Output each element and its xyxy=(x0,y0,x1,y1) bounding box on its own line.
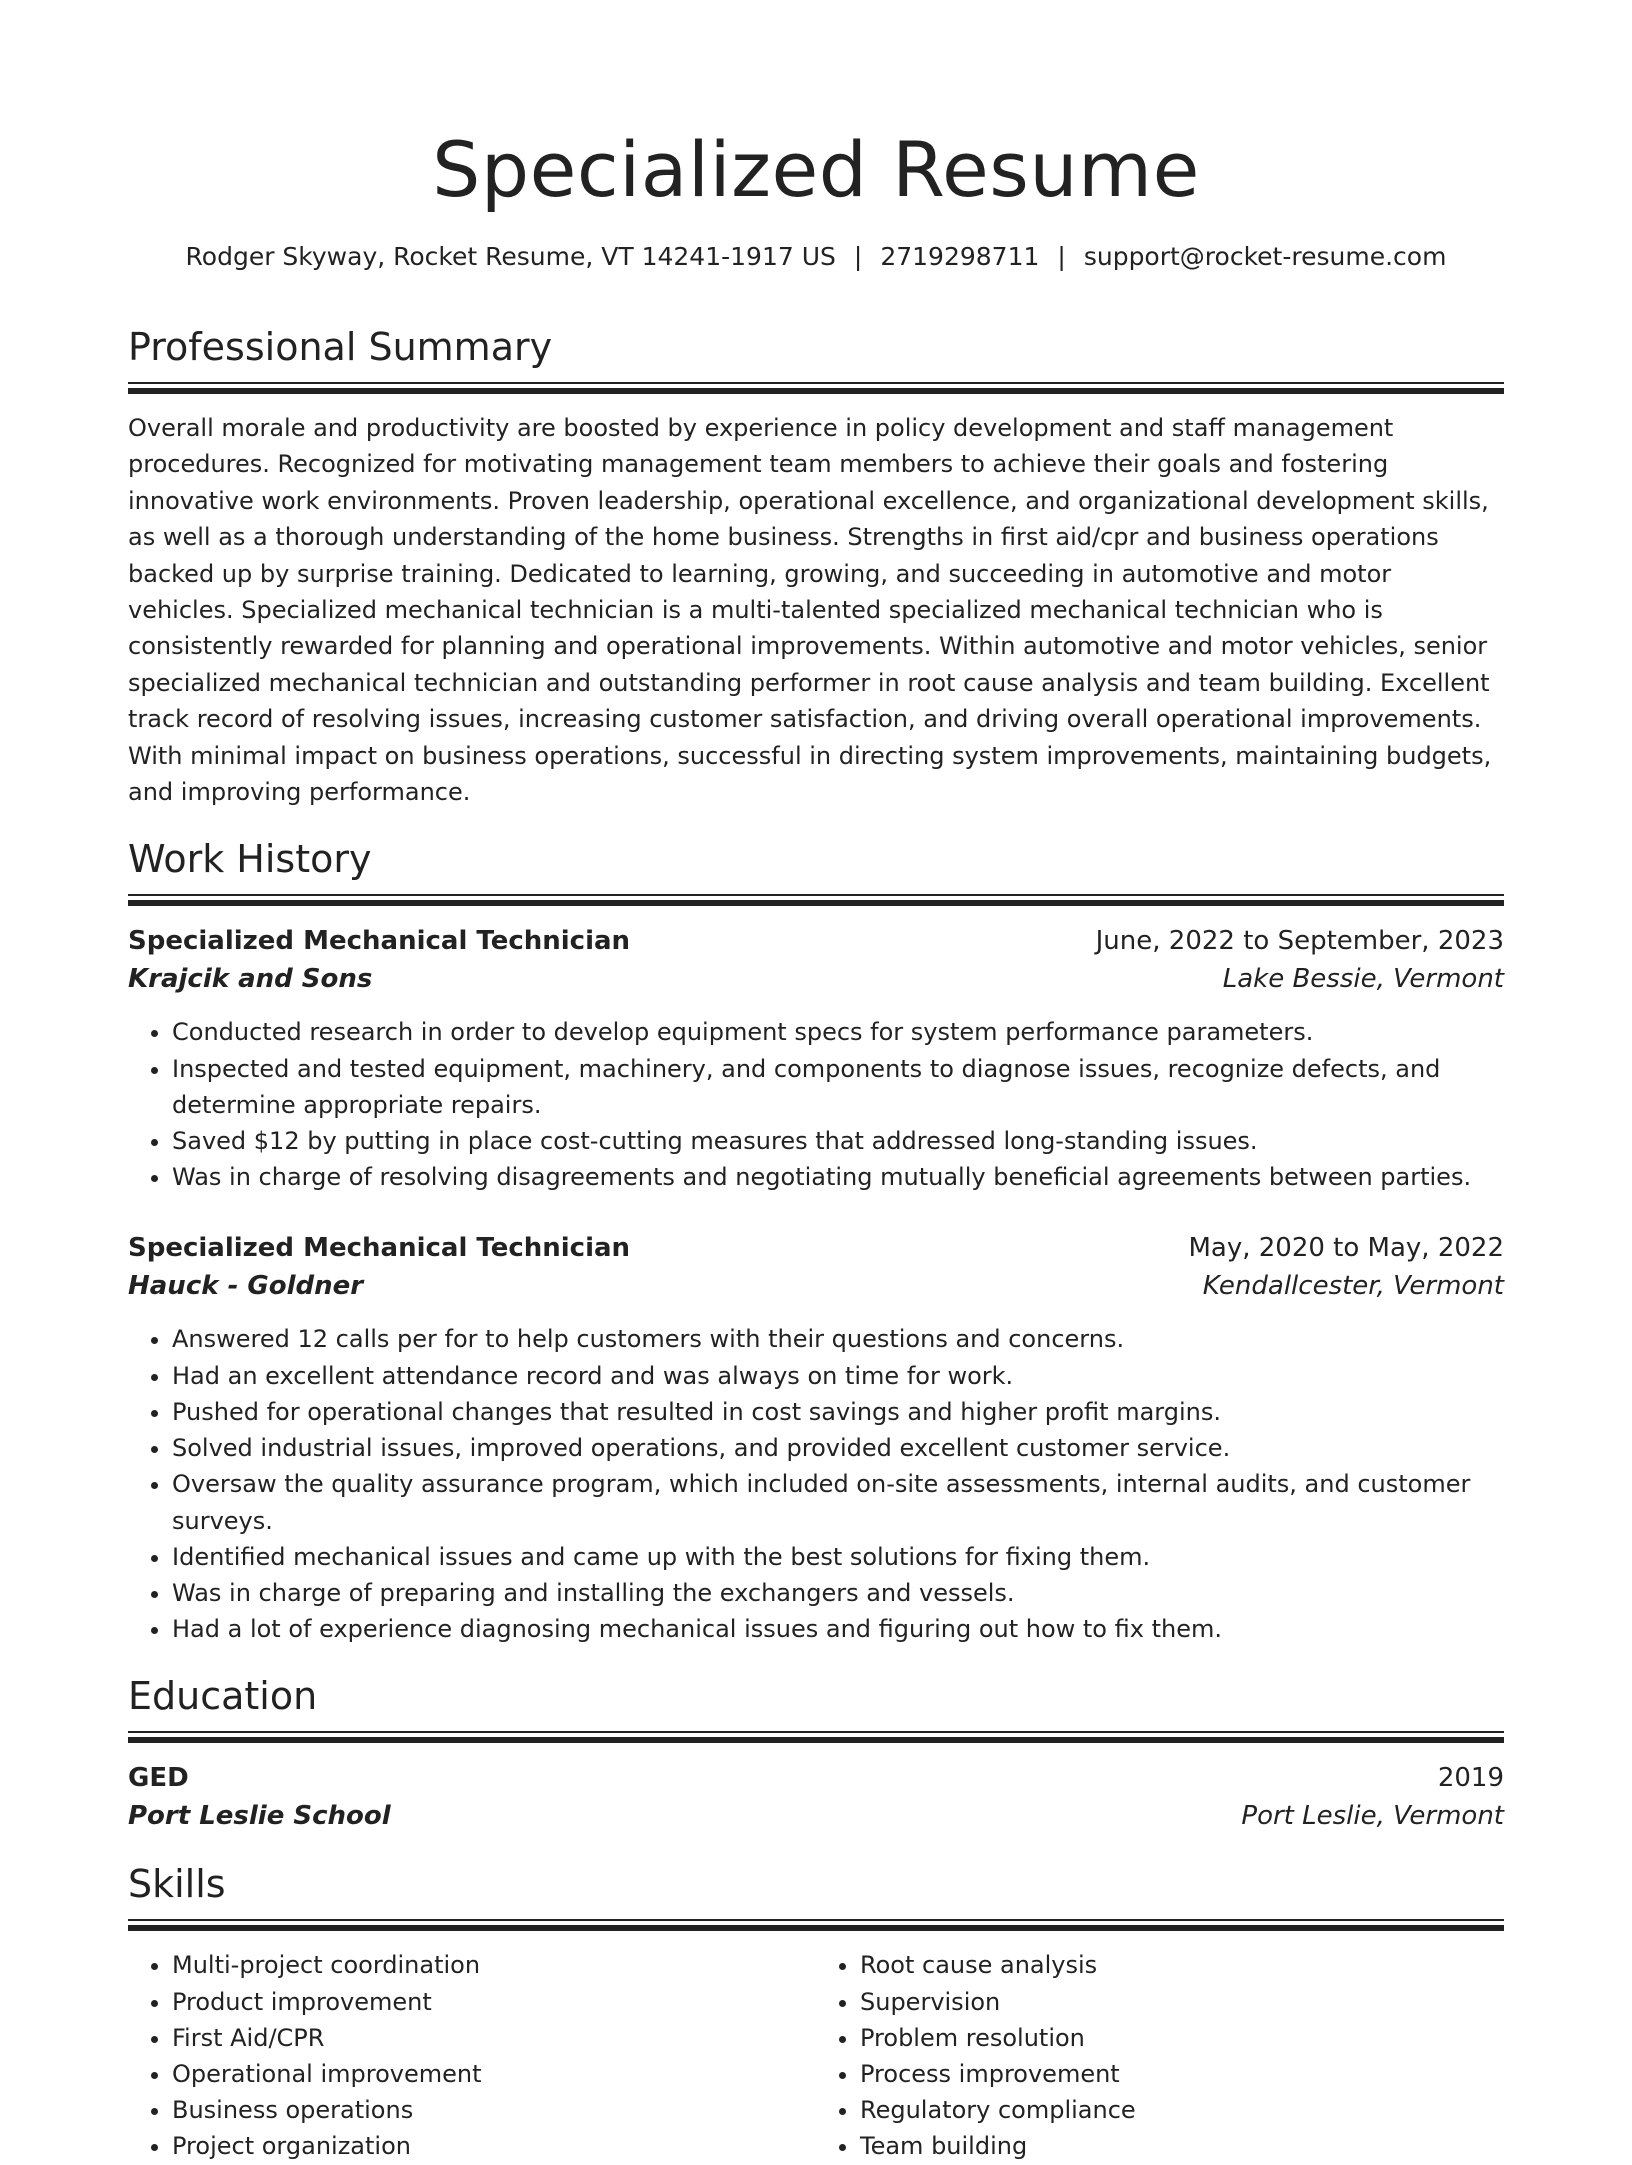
list-item: • Business operations xyxy=(172,2092,816,2128)
education-year: 2019 xyxy=(1437,1763,1504,1794)
list-item: • Multi-project coordination xyxy=(172,1947,816,1983)
contact-separator: | xyxy=(853,242,863,271)
list-item: • Problem resolution xyxy=(860,2020,1504,2056)
summary-text: Overall morale and productivity are boosted by experience in policy development and staff management procedures. Recognized for motivating management team members to achieve their goals and fostering innovative work environments. Proven leadership, operational excellence, and organizational development skills, as well as a thorough understanding of the home business. Strengths in first aid/cpr and business operations backed up by surprise training. Dedicated to learning, growing, and succeeding in automotive and motor vehicles. Specialized mechanical technician is a multi-talented specialized mechanical technician who is consistently rewarded for planning and operational improvements. Within automotive and motor vehicles, senior specialized mechanical technician and outstanding performer in root cause analysis and team building. Excellent track record of resolving issues, increasing customer satisfaction, and driving overall operational improvements. With minimal impact on business operations, successful in directing system improvements, maintaining budgets, and improving performance. xyxy=(128,414,1492,807)
job-entry xyxy=(128,1229,1504,1647)
job-company-row xyxy=(128,1267,1504,1305)
contact-email: support@rocket-resume.com xyxy=(1083,242,1447,271)
education-school-row xyxy=(128,1797,1504,1835)
list-item: • Oversaw the quality assurance program, which included on-site assessments, internal audits, and customer surveys. xyxy=(172,1466,1504,1538)
job-bullets xyxy=(128,1014,1504,1195)
education-heading: Education xyxy=(128,1674,318,1719)
job-dates: June, 2022 to September, 2023 xyxy=(1095,926,1504,957)
job-company: Hauck - Goldner xyxy=(128,1271,364,1302)
list-item: • Team building xyxy=(860,2128,1504,2164)
contact-line xyxy=(128,240,1504,274)
skills-left-column xyxy=(128,1947,816,2164)
list-item: • Process improvement xyxy=(860,2056,1504,2092)
education-location: Port Leslie, Vermont xyxy=(1241,1801,1504,1832)
list-item: • Solved industrial issues, improved operations, and provided excellent customer service. xyxy=(172,1430,1504,1466)
list-item: • Regulatory compliance xyxy=(860,2092,1504,2128)
summary-heading: Professional Summary xyxy=(128,325,553,369)
work-history-heading: Work History xyxy=(128,837,372,882)
education-degree: GED xyxy=(128,1763,189,1794)
skills-grid xyxy=(128,1947,1504,2164)
list-item: • Had an excellent attendance record and was always on time for work. xyxy=(172,1358,1504,1394)
contact-separator: | xyxy=(1057,242,1066,271)
list-item: • Pushed for operational changes that resulted in cost savings and higher profit margins. xyxy=(172,1394,1504,1430)
list-item: • Inspected and tested equipment, machinery, and components to diagnose issues, recognize defects, and determine appropriate repairs. xyxy=(172,1051,1504,1123)
section-divider xyxy=(128,1919,1504,1931)
skills-section xyxy=(128,1859,1504,2164)
list-item: • Product improvement xyxy=(172,1984,816,2020)
resume-page xyxy=(128,0,1504,2165)
list-item: • Identified mechanical issues and came up with the best solutions for fixing them. xyxy=(172,1539,1504,1575)
education-header-row xyxy=(128,1759,1504,1797)
job-location: Kendallcester, Vermont xyxy=(1202,1271,1504,1302)
list-item: • Answered 12 calls per for to help customers with their questions and concerns. xyxy=(172,1321,1504,1357)
section-divider xyxy=(128,1731,1504,1743)
skills-right-column xyxy=(816,1947,1504,2164)
job-title: Specialized Mechanical Technician xyxy=(128,1233,631,1264)
skills-heading: Skills xyxy=(128,1862,226,1907)
list-item: • Was in charge of resolving disagreements and negotiating mutually beneficial agreements between parties. xyxy=(172,1159,1504,1195)
job-header-row xyxy=(128,922,1504,960)
education-school: Port Leslie School xyxy=(128,1801,391,1832)
list-item: • First Aid/CPR xyxy=(172,2020,816,2056)
job-bullets xyxy=(128,1321,1504,1647)
contact-phone: 2719298711 xyxy=(880,242,1040,271)
summary-section xyxy=(128,322,1504,810)
contact-address: Rodger Skyway, Rocket Resume, VT 14241-1917 US xyxy=(185,242,836,271)
job-title: Specialized Mechanical Technician xyxy=(128,926,631,957)
work-history-section xyxy=(128,834,1504,1647)
list-item: • Conducted research in order to develop equipment specs for system performance parameters. xyxy=(172,1014,1504,1050)
job-header-row xyxy=(128,1229,1504,1267)
section-divider xyxy=(128,382,1504,394)
job-location: Lake Bessie, Vermont xyxy=(1222,964,1504,995)
job-company: Krajcik and Sons xyxy=(128,964,373,995)
list-item: • Operational improvement xyxy=(172,2056,816,2092)
list-item: • Project organization xyxy=(172,2128,816,2164)
job-company-row xyxy=(128,960,1504,998)
resume-title: Specialized Resume xyxy=(432,125,1200,214)
job-entry xyxy=(128,922,1504,1195)
list-item: • Supervision xyxy=(860,1984,1504,2020)
list-item: • Was in charge of preparing and installing the exchangers and vessels. xyxy=(172,1575,1504,1611)
education-section xyxy=(128,1671,1504,1835)
list-item: • Root cause analysis xyxy=(860,1947,1504,1983)
list-item: • Had a lot of experience diagnosing mechanical issues and figuring out how to fix them. xyxy=(172,1611,1504,1647)
list-item: • Saved $12 by putting in place cost-cutting measures that addressed long-standing issues. xyxy=(172,1123,1504,1159)
section-divider xyxy=(128,894,1504,906)
job-dates: May, 2020 to May, 2022 xyxy=(1188,1233,1504,1264)
